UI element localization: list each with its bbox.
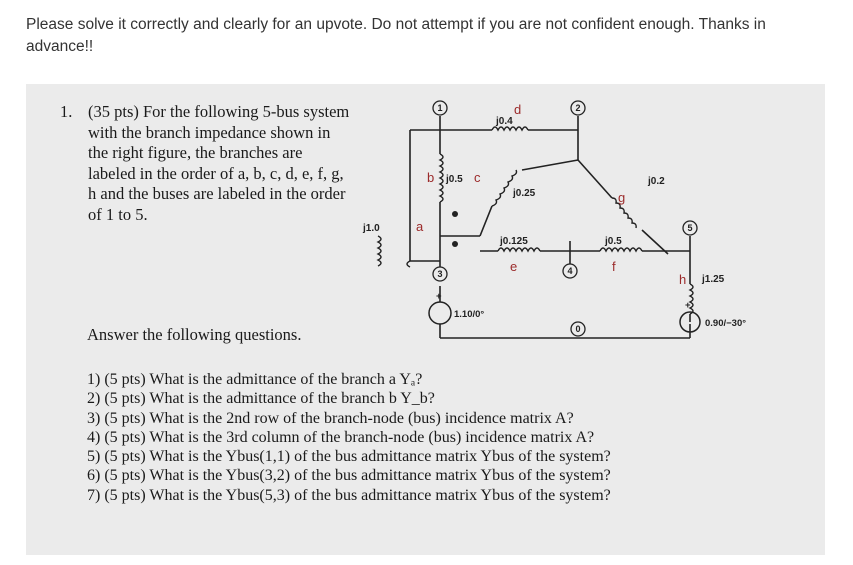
branch-h-letter: h	[679, 272, 687, 287]
bus-1-label: 1	[437, 103, 443, 113]
branch-e-letter: e	[510, 259, 518, 274]
impedance-c-diag: j0.25	[513, 188, 536, 199]
impedance-e: j0.125	[500, 236, 528, 247]
circuit-diagram	[350, 86, 800, 361]
branch-d-letter: d	[514, 102, 522, 117]
left-source-icon	[429, 302, 451, 324]
bus-2-label: 2	[575, 103, 581, 113]
branch-g-letter: g	[618, 190, 626, 205]
problem-text: (35 pts) For the following 5-bus system with the branch impedance shown in the right figure, the branches are labeled in the order of a, b, c, d, e, f, g, h and the buses are labeled in the order of 1 to 5.	[88, 102, 350, 224]
question-1: 1) (5 pts) What is the admittance of the branch a Yₐ?	[87, 371, 423, 388]
impedance-b: j0.5	[446, 174, 463, 185]
branch-c-letter: c	[474, 170, 481, 185]
impedance-h: j1.25	[702, 274, 725, 285]
branch-a-letter: a	[416, 219, 424, 234]
right-source-plus: +	[685, 300, 691, 311]
question-2: 2) (5 pts) What is the admittance of the branch b Y_b?	[87, 390, 435, 408]
question-7: 7) (5 pts) What is the Ybus(5,3) of the bus admittance matrix Ybus of the system?	[87, 486, 611, 504]
bus-0-label: 0	[575, 324, 581, 334]
impedance-g: j0.2	[648, 176, 665, 187]
right-source-value: 0.90/−30°	[705, 318, 747, 329]
impedance-f: j0.5	[605, 236, 622, 247]
question-3: 3) (5 pts) What is the 2nd row of the branch-node (bus) incidence matrix A?	[87, 409, 574, 427]
intro-text: Please solve it correctly and clearly for an upvote. Do not attempt if you are not confident enough. Thanks in advance!!	[26, 16, 766, 55]
left-source-plus: +	[436, 291, 442, 302]
bus-4-label: 4	[567, 266, 573, 276]
branch-b-letter: b	[427, 170, 435, 185]
left-source-value: 1.10/0°	[454, 309, 485, 320]
bus-3-label: 3	[437, 269, 443, 279]
question-list	[87, 370, 611, 505]
question-6: 6) (5 pts) What is the Ybus(3,2) of the bus admittance matrix Ybus of the system?	[87, 467, 611, 485]
impedance-d: j0.4	[496, 116, 513, 127]
problem-number: 1.	[60, 102, 73, 121]
bus-5-label: 5	[687, 223, 693, 233]
impedance-a: j1.0	[363, 223, 380, 234]
answer-heading: Answer the following questions.	[87, 325, 302, 344]
question-5: 5) (5 pts) What is the Ybus(1,1) of the bus admittance matrix Ybus of the system?	[87, 448, 611, 466]
question-4: 4) (5 pts) What is the 3rd column of the branch-node (bus) incidence matrix A?	[87, 428, 595, 446]
branch-f-letter: f	[612, 259, 616, 274]
